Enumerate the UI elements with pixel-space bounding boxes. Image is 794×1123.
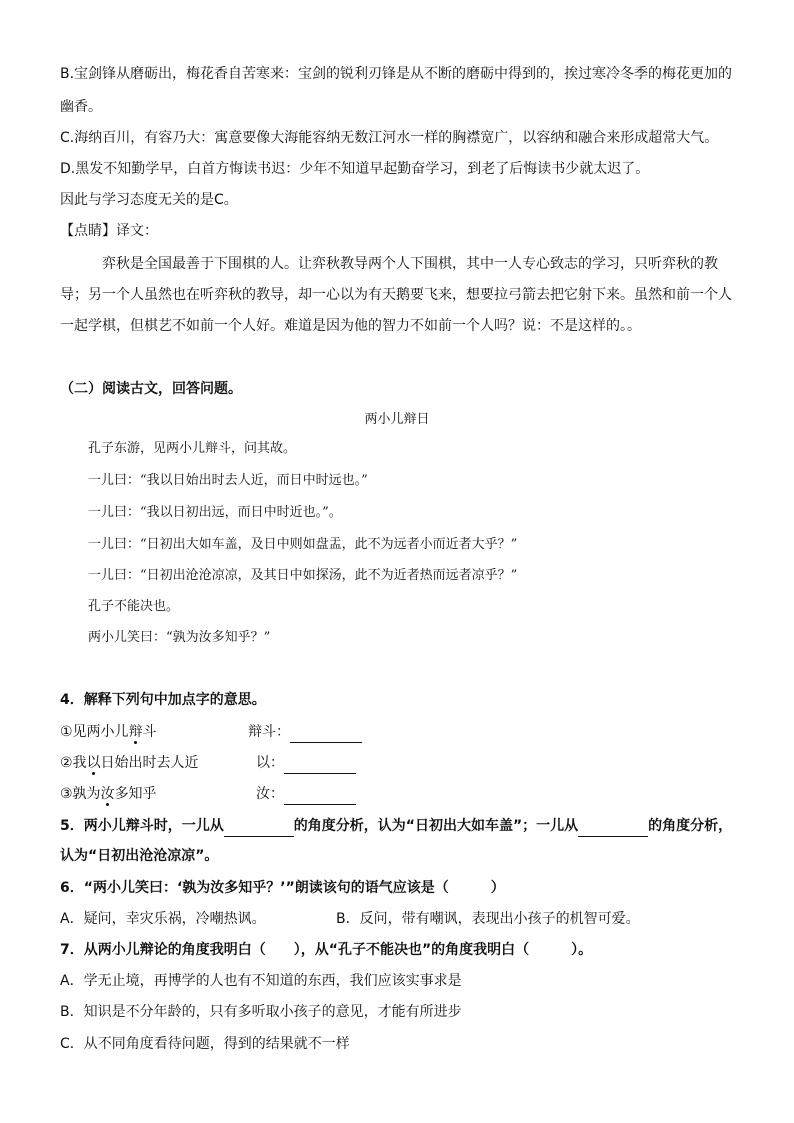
analysis-option-d: D.黑发不知勤学早，白首方悔读书迟：少年不知道早起勤奋学习，到老了后悔读书少就太迟了。 [60,161,650,177]
translation-line-1: 弈秋是全国最善于下围棋的人。让弈秋教导两个人下围棋，其中一人专心致志的学习，只听弈秋的教 [102,256,718,272]
answer-blank[interactable] [284,753,356,774]
passage-line: 两小儿笑曰：“孰为汝多知乎？” [88,630,271,645]
dotted-char: 以 [86,755,101,771]
q4-item-2: ②我以日始出时去人近 [60,755,199,771]
passage-line: 一儿曰：“日初出大如车盖，及日中则如盘盂，此不为远者小而近者大乎？” [88,537,518,552]
q4-answer-2: 以： [256,753,356,774]
tip-heading: 【点睛】译文： [60,223,158,239]
question-5-line-2: 认为“日初出沧沧凉凉”。 [60,848,219,864]
passage-line: 一儿曰：“我以日初出远，而日中时近也。”。 [88,505,342,520]
analysis-option-b-cont: 幽香。 [60,99,102,115]
q7-option-b: B．知识是不分年龄的，只有多听取小孩子的意见，才能有所进步 [60,1004,462,1020]
question-6-title: 6．“两小儿笑曰：‘孰为汝多知乎？’”朗读该句的语气应该是（ ） [60,880,505,896]
passage-line: 一儿曰：“我以日始出时去人近，而日中时远也。” [88,473,368,488]
analysis-option-c: C.海纳百川，有容乃大：寓意要像大海能容纳无数江河水一样的胸襟宽广，以容纳和融合来形成超常大气。 [60,130,719,146]
passage-line: 一儿曰：“日初出沧沧凉凉，及其日中如探汤，此不为近者热而远者凉乎？” [88,568,518,583]
q4-item-3: ③孰为汝多知乎 [60,786,157,802]
q6-option-a: A．疑问，幸灾乐祸，冷嘲热讽。 [60,911,266,927]
q7-option-c: C．从不同角度看待问题，得到的结果就不一样 [60,1036,350,1052]
dotted-char: 辩 [128,724,143,740]
answer-blank[interactable] [224,816,294,837]
question-7-title: 7．从两小儿辩论的角度我明白（ ），从“孔子不能决也”的角度我明白（ ）。 [60,942,593,958]
analysis-conclusion: 因此与学习态度无关的是C。 [60,192,238,208]
analysis-option-b: B.宝剑锋从磨砺出，梅花香自苦寒来：宝剑的锐利刃锋是从不断的磨砺中得到的，挨过寒冷冬季的梅花更加的 [60,66,733,82]
q4-answer-3: 汝： [256,784,356,805]
question-4-title: 4．解释下列句中加点字的意思。 [60,692,266,708]
q7-option-a: A．学无止境，再博学的人也有不知道的东西，我们应该实事求是 [60,973,462,989]
q6-option-b: B．反问，带有嘲讽，表现出小孩子的机智可爱。 [336,911,640,927]
answer-blank[interactable] [284,784,356,805]
passage-title: 两小儿辩日 [364,412,430,427]
q4-item-1: ①见两小儿辩斗 [60,724,157,740]
passage-line: 孔子东游，见两小儿辩斗，问其故。 [88,441,297,456]
question-5-line-1: 5．两小儿辩斗时，一儿从 的角度分析，认为“日初出大如车盖”；一儿从 的角度分析， [60,816,732,837]
translation-line-2: 导；另一个人虽然也在听弈秋的教导，却一心以为有天鹅要飞来，想要拉弓箭去把它射下来。虽然和前一个人 [60,287,732,303]
q4-answer-1: 辩斗： [248,722,362,743]
answer-blank[interactable] [578,816,648,837]
dotted-char: 汝 [100,786,115,802]
translation-line-3: 一起学棋，但棋艺不如前一个人好。难道是因为他的智力不如前一个人吗？说：不是这样的。。 [60,318,641,334]
answer-blank[interactable] [290,722,362,743]
section-heading: （二）阅读古文，回答问题。 [60,381,242,397]
passage-line: 孔子不能决也。 [88,599,180,614]
